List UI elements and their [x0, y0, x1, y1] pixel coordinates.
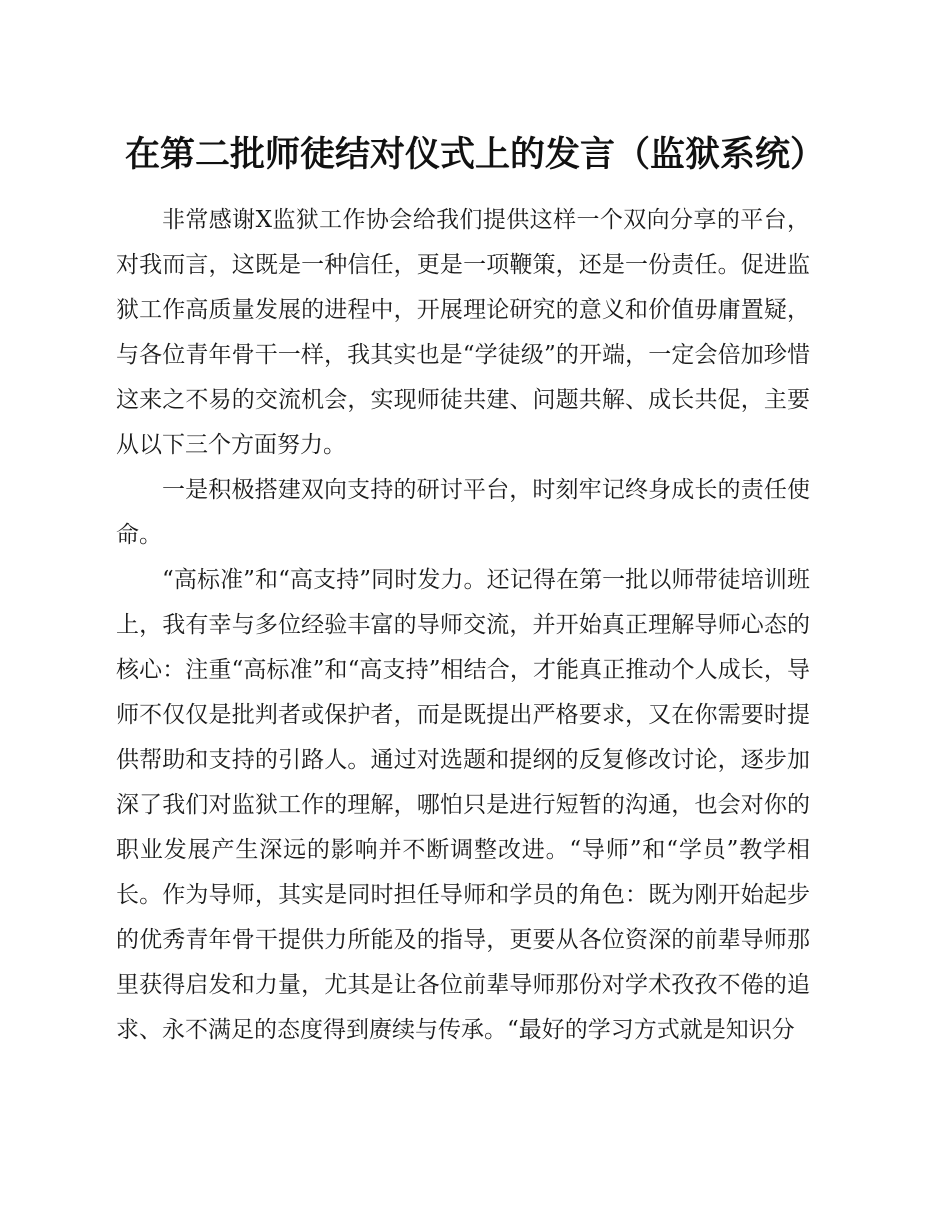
paragraph-standards: “高标准”和“高支持”同时发力。还记得在第一批以师带徒培训班上，我有幸与多位经验丰富的导师交流，并开始真正理解导师心态的核心：注重“高标准”和“高支持”相结合，才能真正推动个人成长，导师不仅仅是批判者或保护者，而是既提出严格要求，又在你需要时提供帮助和支持的引路人。通过对选题和提纲的反复修改讨论，逐步加深了我们对监狱工作的理解，哪怕只是进行短暂的沟通，也会对你的职业发展产生深远的影响并不断调整改进。“导师”和“学员”教学相长。作为导师，其实是同时担任导师和学员的角色：既为刚开始起步的优秀青年骨干提供力所能及的指导，更要从各位资深的前辈导师那里获得启发和力量，尤其是让各位前辈导师那份对学术孜孜不倦的追求、永不满足的态度得到赓续与传承。“最好的学习方式就是知识分	[116, 567, 810, 1043]
document-body	[116, 198, 810, 1053]
paragraph-point-one: 一是积极搭建双向支持的研讨平台，时刻牢记终身成长的责任使命。	[116, 477, 810, 548]
paragraph-intro: 非常感谢X监狱工作协会给我们提供这样一个双向分享的平台，对我而言，这既是一种信任，更是一项鞭策，还是一份责任。促进监狱工作高质量发展的进程中，开展理论研究的意义和价值毋庸置疑，与各位青年骨干一样，我其实也是“学徒级”的开端，一定会倍加珍惜这来之不易的交流机会，实现师徒共建、问题共解、成长共促，主要从以下三个方面努力。	[116, 207, 810, 458]
document-title: 在第二批师徒结对仪式上的发言（监狱系统）	[124, 134, 825, 175]
